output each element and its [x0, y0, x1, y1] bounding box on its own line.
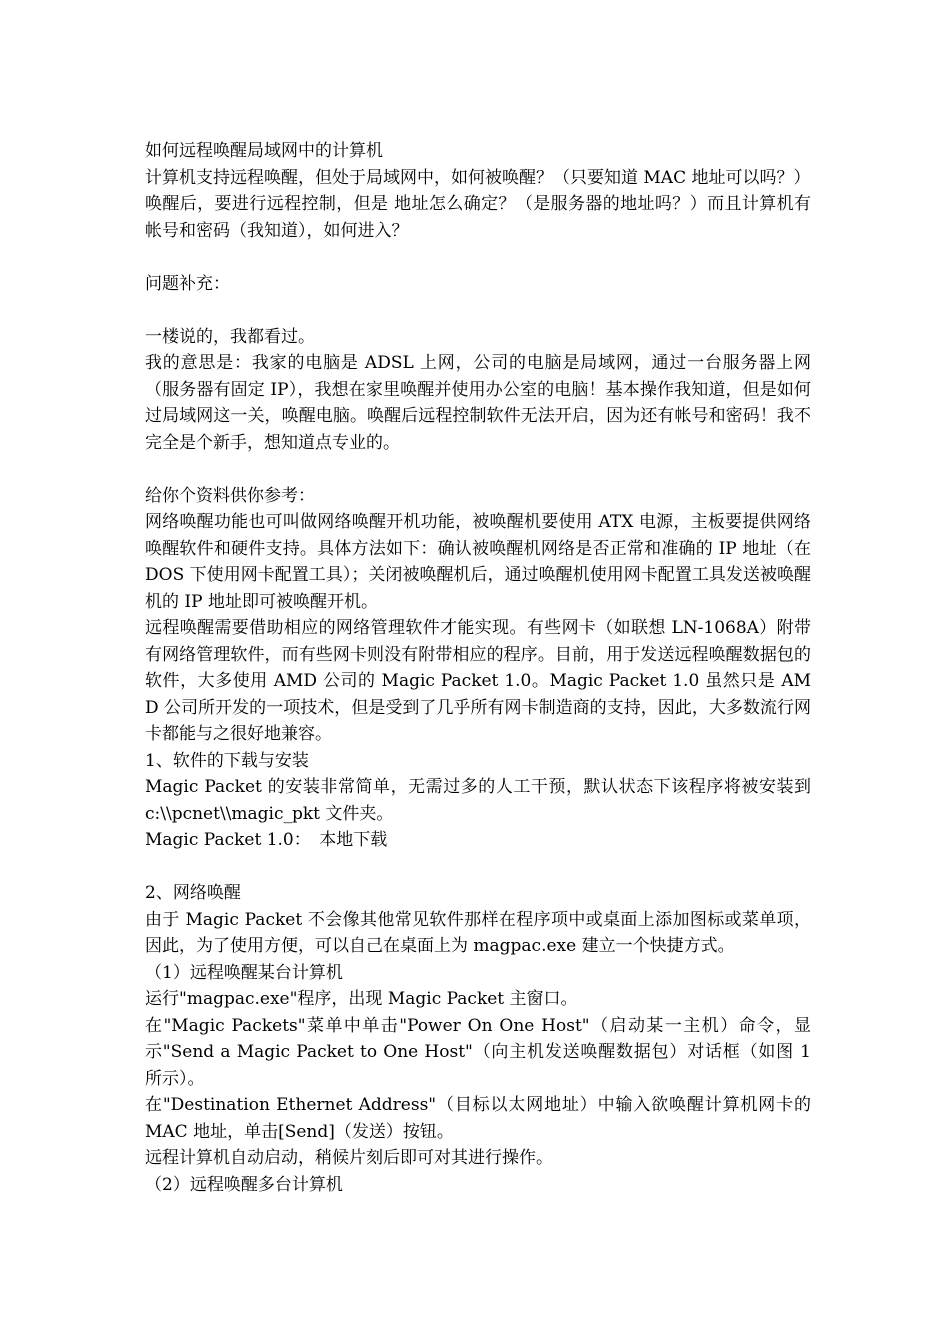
sub1-heading: （1）远程唤醒某台计算机	[145, 962, 343, 983]
document-page	[145, 138, 817, 1198]
spacer	[145, 297, 811, 324]
section2-text: 由于 Magic Packet 不会像其他常见软件那样在程序项中或桌面上添加图标或菜单项，因此，为了使用方便，可以自己在桌面上为 magpac.exe 建立一个快捷方式。	[145, 909, 811, 956]
spacer	[145, 456, 811, 483]
sub1-step-2: 在"Magic Packets"菜单中单击"Power On One Host"（启动某一主机）命令，显示"Send a Magic Packet to One Host"（向主机发送唤醒数据包）对话框（如图 1 所示）。	[145, 1015, 817, 1089]
sub1-step-3: 在"Destination Ethernet Address"（目标以太网地址）中输入欲唤醒计算机网卡的 MAC 地址，单击[Send]（发送）按钮。	[145, 1095, 817, 1142]
section1-heading: 1、软件的下载与安装	[145, 750, 309, 771]
answer-paragraph-1: 网络唤醒功能也可叫做网络唤醒开机功能，被唤醒机要使用 ATX 电源，主板要提供网络唤醒软件和硬件支持。具体方法如下：确认被唤醒机网络是否正常和准确的 IP 地址（在 DOS 下使用网卡配置工具）；关闭被唤醒机后，通过唤醒机使用网卡配置工具发送被唤醒机的 IP 地址即可被唤醒开机。	[145, 512, 817, 612]
supplement-line-1: 一楼说的，我都看过。	[145, 326, 315, 347]
answer-intro: 给你个资料供你参考：	[145, 485, 315, 506]
document-title: 如何远程唤醒局域网中的计算机	[145, 141, 383, 161]
section2-heading: 2、网络唤醒	[145, 883, 241, 903]
supplement-heading: 问题补充：	[145, 273, 230, 294]
section1-text: Magic Packet 的安装非常简单，无需过多的人工干预，默认状态下该程序将被安装到 c:\\pcnet\\magic_pkt 文件夹。	[145, 777, 817, 824]
spacer	[145, 854, 811, 881]
section1-download: Magic Packet 1.0： 本地下载	[145, 830, 388, 850]
sub2-heading: （2）远程唤醒多台计算机	[145, 1174, 343, 1195]
answer-paragraph-2: 远程唤醒需要借助相应的网络管理软件才能实现。有些网卡（如联想 LN-1068A）附带有网络管理软件，而有些网卡则没有附带相应的程序。目前，用于发送远程唤醒数据包的软件，大多使用 AMD 公司的 Magic Packet 1.0。Magic Packet 1.0 虽然只是 AMD 公司所开发的一项技术，但是受到了几乎所有网卡制造商的支持，因此，大多数流行网卡都能与之很好地兼容。	[145, 618, 811, 744]
spacer	[145, 244, 811, 271]
question-line-2: 唤醒后，要进行远程控制，但是 地址怎么确定？（是服务器的地址吗？）而且计算机有帐号和密码（我知道），如何进入？	[145, 194, 811, 241]
question-line-1: 计算机支持远程唤醒，但处于局域网中，如何被唤醒？（只要知道 MAC 地址可以吗？）	[145, 167, 811, 188]
sub1-step-1: 运行"magpac.exe"程序，出现 Magic Packet 主窗口。	[145, 989, 578, 1009]
sub1-step-4: 远程计算机自动启动，稍候片刻后即可对其进行操作。	[145, 1148, 553, 1168]
supplement-line-2: 我的意思是：我家的电脑是 ADSL 上网，公司的电脑是局域网，通过一台服务器上网（服务器有固定 IP），我想在家里唤醒并使用办公室的电脑！基本操作我知道，但是如何过局域网这一关，唤醒电脑。唤醒后远程控制软件无法开启，因为还有帐号和密码！我不完全是个新手，想知道点专业的。	[145, 353, 811, 453]
